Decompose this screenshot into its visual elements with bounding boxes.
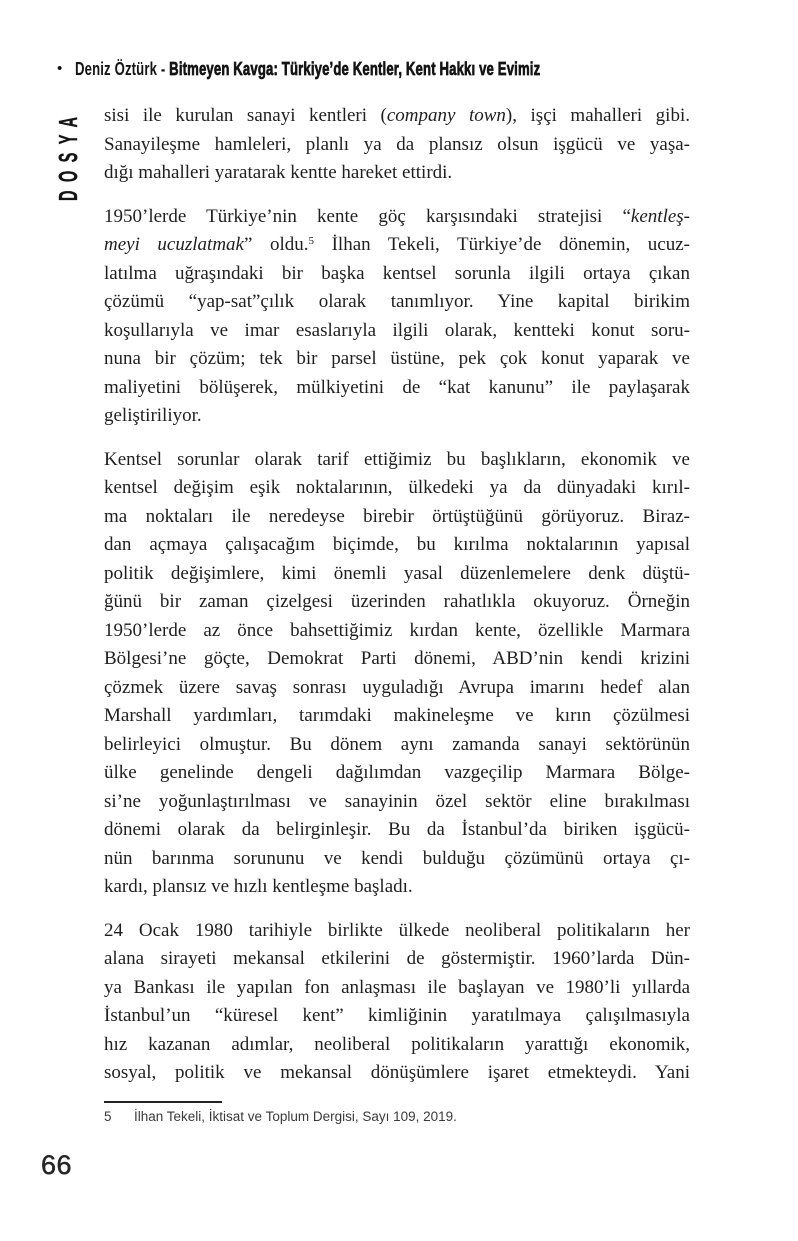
- text-segment: 24 Ocak 1980 tarihiyle birlikte ülkede neoliberal politikaların her: [104, 919, 690, 941]
- header-title: Bitmeyen Kavga: Türkiye’de Kentler, Kent Hakkı ve Evimiz: [169, 59, 541, 79]
- text-line: [104, 974, 690, 1003]
- section-label-dosya: DOSYA: [53, 108, 83, 201]
- text-line: [104, 845, 690, 874]
- paragraph: [104, 102, 690, 188]
- footnote-reference: 5: [308, 235, 315, 247]
- text-line: [104, 402, 690, 431]
- paragraph: [104, 446, 690, 902]
- text-segment: Marshall yardımları, tarımdaki makineleşme ve kırın çözülmesi: [104, 705, 690, 726]
- text-segment: belirleyici olmuştur. Bu dönem aynı zamanda sanayi sektörünün: [104, 733, 690, 755]
- text-segment: ülke genelinde dengeli dağılımdan vazgeçilip Marmara Bölge-: [104, 762, 690, 783]
- text-segment: politik değişimlere, kimi önemli yasal düzenlemelere denk düştü-: [104, 562, 690, 584]
- text-line: [104, 759, 690, 788]
- text-line: [104, 503, 690, 532]
- text-line: [104, 917, 690, 946]
- text-line: [104, 1031, 690, 1060]
- text-segment: çözümü “yap-sat”çılık olarak tanımlıyor. Yine kapital birikim: [104, 291, 690, 312]
- text-segment: company town: [386, 105, 506, 126]
- text-segment: kentleş-: [630, 205, 690, 227]
- text-line: [104, 1002, 690, 1031]
- text-segment: nün barınma sorununu ve kendi bulduğu çözümünü ortaya çı-: [104, 847, 690, 869]
- text-segment: sisi ile kurulan sanayi kentleri (: [104, 105, 387, 126]
- text-line: [104, 446, 690, 475]
- text-line: [104, 531, 690, 560]
- header-author: Deniz Öztürk -: [75, 59, 170, 79]
- text-line: [104, 203, 690, 232]
- text-segment: Bölgesi’ne göçte, Demokrat Parti dönemi, ABD’nin kendi krizini: [104, 648, 690, 669]
- text-line: [104, 945, 690, 974]
- text-segment: si’ne yoğunlaştırılması ve sanayinin özel sektör eline bırakılması: [104, 790, 690, 812]
- paragraph: [104, 203, 690, 431]
- text-line: [104, 260, 690, 289]
- text-segment: koşullarıyla ve imar esaslarıyla ilgili olarak, kentteki konut soru-: [104, 319, 690, 341]
- text-line: [104, 231, 690, 260]
- text-segment: hız kazanan adımlar, neoliberal politikaların yarattığı ekonomik,: [104, 1033, 690, 1055]
- footnote-divider: [104, 1101, 222, 1103]
- text-line: [104, 645, 690, 674]
- text-line: [104, 731, 690, 760]
- text-line: [104, 702, 690, 731]
- text-line: [104, 617, 690, 646]
- text-segment: maliyetini bölüşerek, mülkiyetini de “kat kanunu” ile paylaşarak: [104, 376, 690, 398]
- text-segment: latılma uğraşındaki bir başka kentsel sorunla ilgili ortaya çıkan: [104, 262, 690, 284]
- text-line: [104, 816, 690, 845]
- text-segment: dan açmaya çalışacağım biçimde, bu kırılma noktalarının yapısal: [104, 534, 690, 555]
- page-number: 66: [41, 1150, 73, 1180]
- text-line: [104, 588, 690, 617]
- text-segment: nuna bir çözüm; tek bir parsel üstüne, pek çok konut yaparak ve: [104, 348, 690, 369]
- header-text: [75, 58, 540, 80]
- text-segment: 1950’lerde Türkiye’nin kente göç karşısındaki stratejisi “: [104, 205, 631, 227]
- text-line: [104, 159, 690, 188]
- text-segment: sosyal, politik ve mekansal dönüşümlere işaret etmekteydi. Yani: [104, 1062, 690, 1083]
- text-line: [104, 288, 690, 317]
- text-segment: 1950’lerde az önce bahsettiğimiz kırdan kente, özellikle Marmara: [104, 619, 690, 641]
- footnote: [104, 1108, 690, 1126]
- text-line: [104, 317, 690, 346]
- text-segment: İlhan Tekeli, Türkiye’de dönemin, ucuz-: [314, 234, 690, 255]
- text-line: [104, 474, 690, 503]
- body-text: [104, 102, 690, 1088]
- text-segment: kentsel değişim eşik noktalarının, ülkedeki ya da dünyadaki kırıl-: [104, 477, 690, 498]
- paragraph: [104, 917, 690, 1088]
- text-segment: Sanayileşme hamleleri, planlı ya da plansız olsun işgücü ve yaşa-: [104, 133, 690, 155]
- text-line: [104, 560, 690, 589]
- text-segment: Kentsel sorunlar olarak tarif ettiğimiz bu başlıkların, ekonomik ve: [104, 448, 690, 470]
- running-header: [57, 58, 713, 80]
- text-line: [104, 131, 690, 160]
- text-segment: ma noktaları ile neredeyse birebir örtüştüğünü görüyoruz. Biraz-: [104, 505, 690, 527]
- header-bullet-icon: •: [57, 60, 63, 77]
- text-line: [104, 1059, 690, 1088]
- text-line: [104, 873, 690, 902]
- text-line: [104, 788, 690, 817]
- text-segment: alana sirayeti mekansal etkilerini de göstermiştir. 1960’larda Dün-: [104, 948, 690, 969]
- text-line: [104, 674, 690, 703]
- text-segment: dönemi olarak da belirginleşir. Bu da İstanbul’da biriken işgücü-: [104, 819, 690, 840]
- footnote-number: 5: [104, 1109, 112, 1124]
- text-segment: kardı, plansız ve hızlı kentleşme başladı.: [104, 876, 413, 897]
- text-segment: çözmek üzere savaş sonrası uyguladığı Avrupa imarını hedef alan: [104, 676, 690, 698]
- text-line: [104, 345, 690, 374]
- text-segment: dığı mahalleri yaratarak kentte hareket ettirdi.: [104, 162, 453, 183]
- text-segment: ya Bankası ile yapılan fon anlaşması ile başlayan ve 1980’li yıllarda: [104, 976, 690, 998]
- text-segment: geliştiriliyor.: [104, 405, 202, 426]
- text-line: [104, 374, 690, 403]
- text-segment: İstanbul’un “küresel kent” kimliğinin yaratılmaya çalışılmasıyla: [104, 1005, 690, 1026]
- text-segment: ” oldu.: [243, 234, 309, 255]
- text-segment: ), işçi mahalleri gibi.: [505, 105, 690, 126]
- text-line: [104, 102, 690, 131]
- text-segment: ğünü bir zaman çizelgesi üzerinden rahatlıkla okuyoruz. Örneğin: [104, 591, 690, 612]
- text-segment: meyi ucuzlatmak: [104, 234, 244, 255]
- footnote-text: İlhan Tekeli, İktisat ve Toplum Dergisi, Sayı 109, 2019.: [134, 1109, 457, 1124]
